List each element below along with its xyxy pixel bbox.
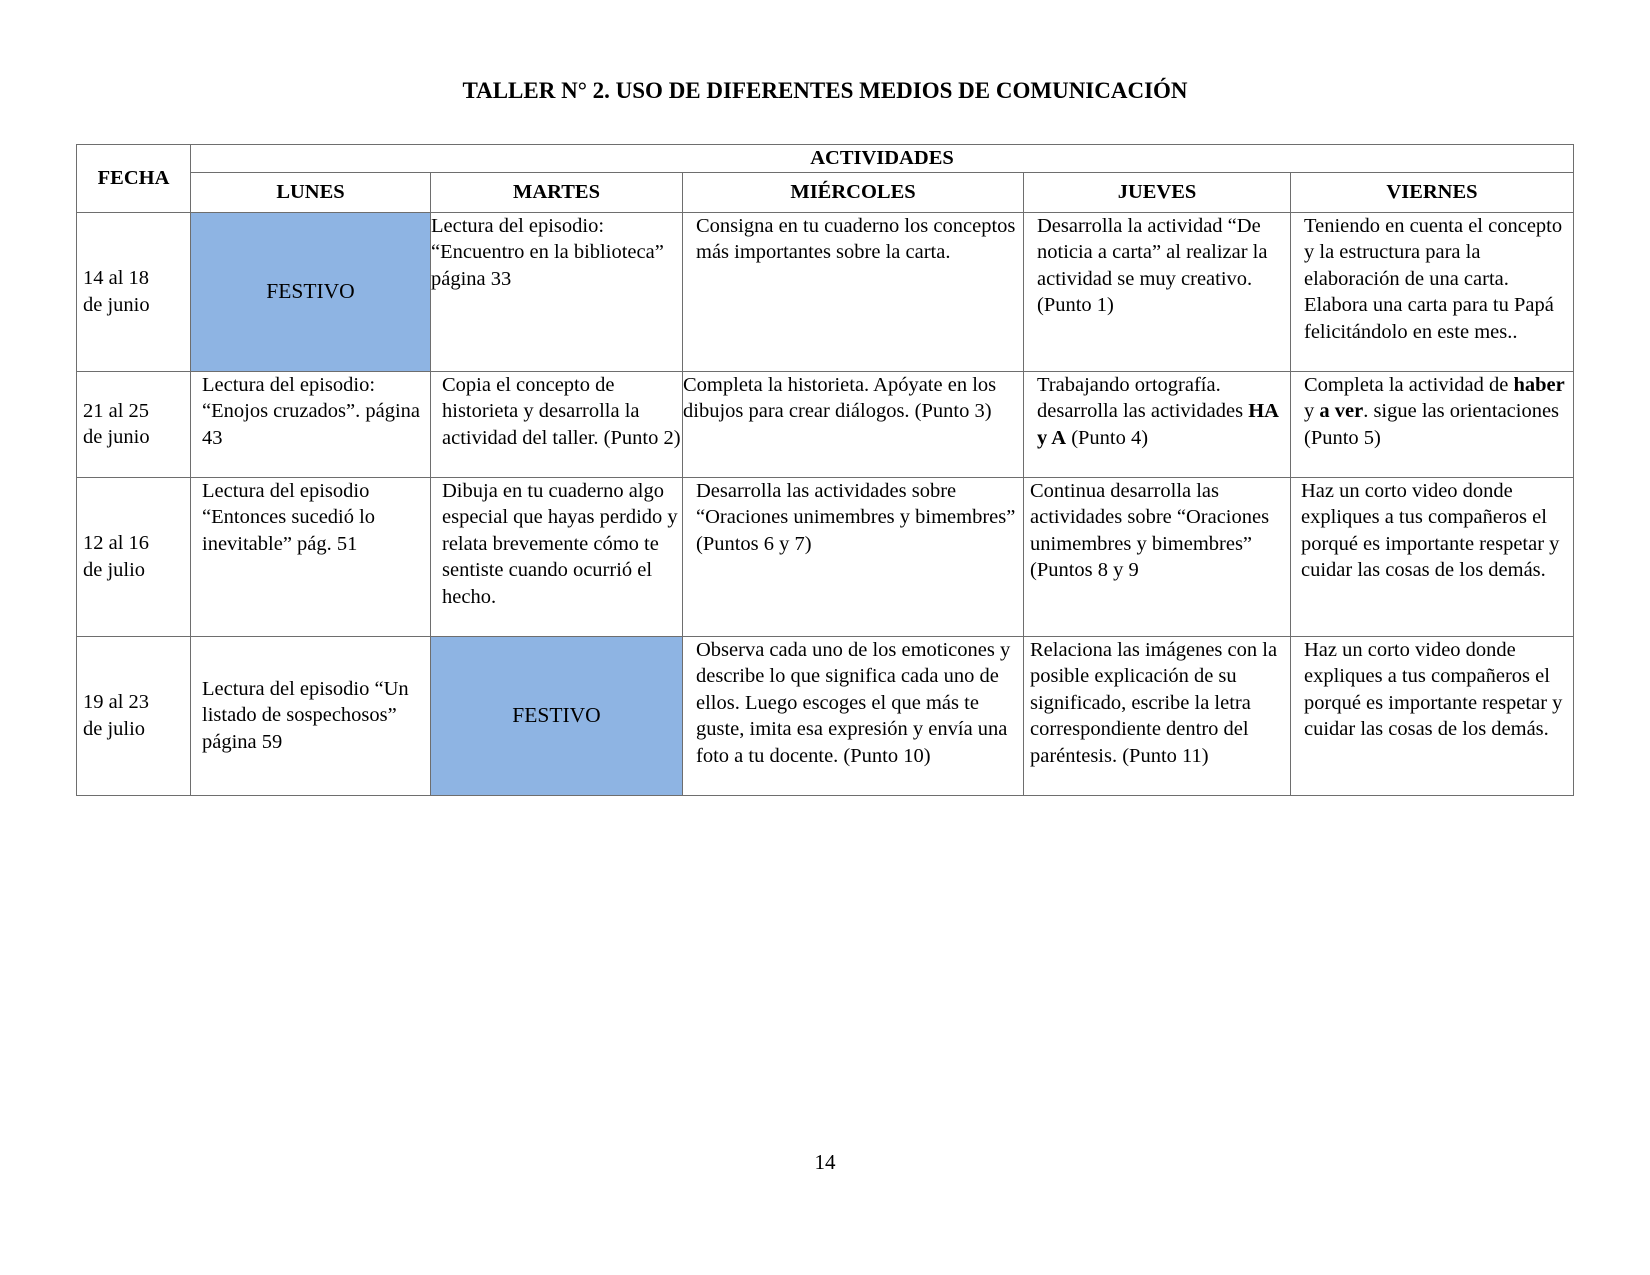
viernes-bold-1: haber (1513, 373, 1565, 396)
activity-cell-miercoles: Observa cada uno de los emoticones y describe lo que significa cada uno de ellos. Luego escoges el que más te guste, imita esa expresión y envía una foto a tu docente. (Punto 10) (683, 636, 1024, 795)
activity-cell-jueves: Continua desarrolla las actividades sobre “Oraciones unimembres y bimembres” (Puntos 8 y 9 (1024, 477, 1291, 636)
fecha-header: FECHA (77, 145, 191, 213)
viernes-text-3: . sigue las orientaciones (Punto 5) (1304, 400, 1560, 449)
day-header-lunes: LUNES (191, 172, 431, 212)
fecha-line: de junio (83, 293, 150, 316)
fecha-line: de julio (83, 558, 146, 581)
fecha-line: 12 al 16 (83, 532, 150, 554)
festivo-cell: FESTIVO (431, 636, 683, 795)
fecha-line: 19 al 23 (83, 691, 150, 713)
activity-cell-miercoles: Desarrolla las actividades sobre “Oraciones unimembres y bimembres” (Puntos 6 y 7) (683, 477, 1024, 636)
fecha-cell (77, 371, 191, 477)
day-header-martes: MARTES (431, 172, 683, 212)
activity-cell-viernes (1291, 371, 1574, 477)
page-number: 14 (814, 1150, 836, 1174)
viernes-bold-2: a ver (1319, 400, 1364, 422)
activity-cell-martes: Lectura del episodio: “Encuentro en la biblioteca” página 33 (431, 212, 683, 371)
fecha-line: de julio (83, 717, 146, 740)
day-header-miercoles: MIÉRCOLES (683, 172, 1024, 212)
activity-cell-viernes: Haz un corto video donde expliques a tus compañeros el porqué es importante respetar y cuidar las cosas de los demás. (1291, 477, 1574, 636)
activities-table (76, 144, 1574, 796)
activity-cell-lunes: Lectura del episodio: “Enojos cruzados”. página 43 (191, 371, 431, 477)
jueves-text-1: Trabajando ortografía. desarrolla las actividades (1037, 373, 1244, 422)
table-header-row (77, 145, 1574, 173)
activity-cell-jueves: Relaciona las imágenes con la posible explicación de su significado, escribe la letra correspondiente dentro del paréntesis. (Punto 11) (1024, 636, 1291, 795)
table-row (77, 636, 1574, 795)
activity-cell-martes: Dibuja en tu cuaderno algo especial que hayas perdido y relata brevemente cómo te sentiste cuando ocurrió el hecho. (431, 477, 683, 636)
activity-cell-miercoles: Completa la historieta. Apóyate en los dibujos para crear diálogos. (Punto 3) (683, 371, 1024, 477)
fecha-line: 14 al 18 (83, 267, 150, 289)
viernes-text-1: Completa la actividad de (1304, 373, 1509, 396)
jueves-bold-1: HA y A (1037, 400, 1278, 449)
fecha-cell (77, 477, 191, 636)
activity-cell-jueves: Desarrolla la actividad “De noticia a carta” al realizar la actividad se muy creativo. (Punto 1) (1024, 212, 1291, 371)
activity-cell-viernes: Haz un corto video donde expliques a tus compañeros el porqué es importante respetar y cuidar las cosas de los demás. (1291, 636, 1574, 795)
actividades-header: ACTIVIDADES (191, 145, 1574, 173)
activity-cell-jueves (1024, 371, 1291, 477)
days-header-row (77, 172, 1574, 212)
activity-cell-miercoles: Consigna en tu cuaderno los conceptos más importantes sobre la carta. (683, 212, 1024, 371)
table-row (77, 477, 1574, 636)
day-header-viernes: VIERNES (1291, 172, 1574, 212)
fecha-line: de junio (83, 426, 150, 448)
table-row (77, 212, 1574, 371)
page-title: TALLER N° 2. USO DE DIFERENTES MEDIOS DE COMUNICACIÓN (462, 78, 1188, 103)
activity-cell-martes: Copia el concepto de historieta y desarrolla la actividad del taller. (Punto 2) (431, 371, 683, 477)
viernes-text-2: y (1304, 400, 1315, 422)
activity-cell-lunes: Lectura del episodio “Entonces sucedió lo inevitable” pág. 51 (191, 477, 431, 636)
jueves-text-2: (Punto 4) (1071, 426, 1149, 449)
activity-cell-viernes: Teniendo en cuenta el concepto y la estructura para la elaboración de una carta. Elabora una carta para tu Papá felicitándolo en este mes.. (1291, 212, 1574, 371)
festivo-cell: FESTIVO (191, 212, 431, 371)
table-row (77, 371, 1574, 477)
day-header-jueves: JUEVES (1024, 172, 1291, 212)
activity-cell-lunes: Lectura del episodio “Un listado de sospechosos” página 59 (191, 636, 431, 795)
fecha-cell (77, 636, 191, 795)
fecha-cell (77, 212, 191, 371)
fecha-line: 21 al 25 (83, 399, 150, 422)
